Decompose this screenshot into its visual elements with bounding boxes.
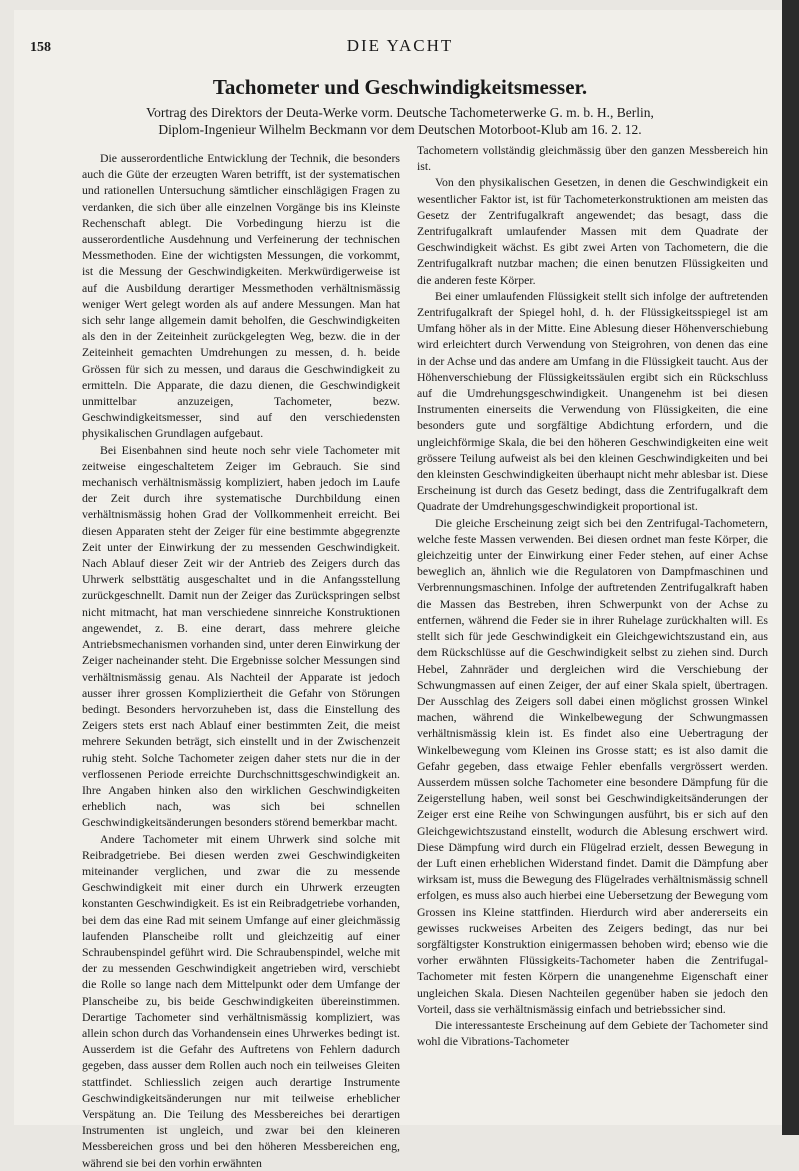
paragraph: Bei einer umlaufenden Flüssigkeit stellt sich infolge der auftretenden Zentrifugalkraft der Spiegel hohl, d. h. der Flüssigkeitsspiegel ist am Umfang höher als in der Mitte. Eine Ablesung dieser Höhenverschiebung wird erleichtert durch Verwendung von Steigrohren, von denen das eine in der Achse und das andere am Umfang in die Flüssigkeit taucht. Aus der Höhenverschiebung der Flüssigkeitssäulen ergibt sich ein Rückschluss auf die Umdrehungsgeschwindigkeit. Unangenehm ist bei diesen Instrumenten einerseits die Verwendung von Flüssigkeiten, die eine besonders gute und sorgfältige Abdichtung erfordern, und die ungleichförmige Skala, die bei den höheren Geschwindigkeiten eine weit grössere Teilung aufweist als bei den kleinen Geschwindigkeiten und bei den kleinsten Geschwindigkeiten überhaupt nicht mehr ablesbar ist. Diese Erscheinung ist durch das Gesetz bedingt, dass die Zentrifugalkraft dem Quadrate der Umdrehungsgeschwindigkeit proportional ist. [417,288,768,514]
article-subtitle [30,104,770,138]
subtitle-line-2: Diplom-Ingenieur Wilhelm Beckmann vor dem Deutschen Motorboot-Klub am 16. 2. 12. [158,122,642,137]
paragraph: Bei Eisenbahnen sind heute noch sehr viele Tachometer mit zeitweise eingeschaltetem Zeiger im Gebrauch. Sie sind mechanisch verhältnismässig kompliziert, haben jedoch im Laufe der Zeit durch ihre systematische Durchbildung einen verhältnismässig hohen Grad der Vollkommenheit erreicht. Bei diesen Apparaten steht der Zeiger für eine bestimmte abgegrenzte Zeit unter der Einwirkung der zu messenden Geschwindigkeit. Nach Ablauf dieser Zeit wir der Antrieb des Zeigers durch das Uhrwerk selbsttätig ausgeschaltet und in die Anfangsstellung zurückgeschnellt. Damit nun der Zeiger das Zurückspringen selbst nicht mitmacht, hat man verschiedene sinnreiche Konstruktionen angewendet, z. B. eine derart, dass mehrere gleiche Antriebsmechanismen vorhanden sind, unter deren Einwirkung der Zeiger nacheinander steht. Die Ergebnisse solcher Messungen sind verhältnismässig genau. Als Nachteil der Apparate ist jedoch ausser ihrer grossen Kompliziertheit die Gefahr von Störungen bedingt. Besonders hervorzuheben ist, dass die Einstellung des Zeigers stets erst nach Ablauf einer bestimmten Zeit, die meist mehrere Sekunden beträgt, sich einstellt und in der Zwischenzeit ruhig steht. Solche Tachometer zeigen daher stets nur die in der verflossenen Periode erreichte Durchschnittsgeschwindigkeit an. Ihre Angaben hinken also den wirklichen Geschwindigkeiten erheblich nach, was sich bei schnellen Geschwindigkeitsänderungen besonders störend bemerkbar macht. [82,442,400,830]
article-title: Tachometer und Geschwindigkeitsmesser. [212,75,588,99]
page-edge-shadow [782,0,799,1135]
running-head: DIE YACHT [346,36,454,55]
subtitle-line-1: Vortrag des Direktors der Deuta-Werke vorm. Deutsche Tachometerwerke G. m. b. H., Berlin, [146,105,654,120]
paragraph: Die ausserordentliche Entwicklung der Technik, die besonders auch die Güte der erzeugten Waren betrifft, ist der systematischen und rationellen Untersuchung sämtlicher einschlägigen Fragen zu verdanken, die sich über alle einzelnen Vorgänge bis ins Kleinste Rechenschaft ablegt. Die Vorbedingung hierzu ist die ausserordentliche Ausdehnung und Verfeinerung der technischen Messmethoden. Eine der wichtigsten Messungen, die vorkommt, ist die Messung der Geschwindigkeiten. Merkwürdigerweise ist auf die Ausbildung derartiger Messmethoden verhältnismässig weniger Wert gelegt worden als auf andere Messungen. Man hat sich sehr lange allgemein damit beholfen, die Geschwindigkeiten als den in der Zeiteinheit zurückgelegten Weg, bezw. die in der Zeiteinheit gemachten Umdrehungen zu messen, d. h. beide Grössen für sich zu messen, und daraus die Geschwindigkeit zu ermitteln. Die Apparate, die dazu dienen, die Geschwindigkeit unmittelbar anzuzeigen, Tachometer, bezw. Geschwindigkeitsmesser, sind auf den verschiedensten physikalischen Grundlagen aufgebaut. [82,151,400,441]
right-column [417,142,768,1110]
paragraph: Von den physikalischen Gesetzen, in denen die Geschwindigkeit ein wesentlicher Faktor ist, ist für Tachometerkonstruktionen am meisten das Gesetz der Zentrifugalkraft angewendet; das besagt, dass die Zentrifugalkraft umlaufender Massen mit dem Quadrate der Geschwindigkeit wächst. Es gibt zwei Arten von Tachometern, die die Zentrifugalkraft nutzbar machen; die einen benutzen Flüssigkeiten und die anderen feste Körper. [417,175,768,287]
paragraph: Andere Tachometer mit einem Uhrwerk sind solche mit Reibradgetriebe. Bei diesen werden zwei Geschwindigkeiten miteinander verglichen, und zwar die zu messende Geschwindigkeit mit einer durch ein Uhrwerk erzeugten konstanten Geschwindigkeit. Es ist ein Reibradgetriebe vorhanden, bei dem das eine Rad mit seinem Umfange auf einer gleichmässig laufenden Planscheibe rollt und gleichzeitig auf einer Schraubenspindel geführt wird. Die Schraubenspindel, welche mit der zu messenden Geschwindigkeit angetrieben wird, verschiebt die Rolle so lange nach dem Mittelpunkt oder dem Umfange der Planscheibe zu, bis beide Geschwindigkeiten übereinstimmen. Derartige Tachometer sind verhältnismässig kompliziert, was allein schon durch das Vorhandensein eines Uhrwerkes bedingt ist. Ausserdem ist die Gefahr des Auftretens von Fehlern dadurch gegeben, dass ausser dem Rollen auch noch ein teilweises Gleiten stattfindet. Schliesslich zeigen auch derartige Instrumente Geschwindigkeitsänderungen nur mit teilweise erheblicher Verspätung an. Die Teilung des Messbereiches bei derartigen Instrumenten ist ungleich, und zwar bei den kleineren Messbereichen gross und bei den höheren Messbereichen eng, während sie bei den vorhin erwähnten [82,831,400,1170]
left-column [82,150,400,1170]
paragraph: Tachometern vollständig gleichmässig über den ganzen Messbereich hin ist. [417,143,768,174]
page-number: 158 [30,40,51,55]
paragraph: Die gleiche Erscheinung zeigt sich bei den Zentrifugal-Tachometern, welche feste Massen verwenden. Bei diesen ordnet man feste Körper, die gleichzeitig unter der Einwirkung einer Feder stehen, auf einer Achse beweglich an, ähnlich wie die Regulatoren von Dampfmaschinen und Verbrennungsmaschinen. Infolge der auftretenden Zentrifugalkraft haben die Massen das Bestreben, ihren Schwerpunkt von der Achse zu entfernen, während die Feder sie in ihrer Ruhelage zurückhalten will. Es stellt sich für jede Geschwindigkeit ein Gleichgewichtszustand ein, aus dem Rückschlüsse auf die Geschwindigkeit selbst zu ziehen sind. Durch Hebel, Zahnräder und dergleichen wird die Verschiebung der Schwungmassen auf einen Zeiger, der auf einer Skala spielt, übertragen. Der Ausschlag des Zeigers soll dabei einen möglichst grossen Winkel machen, während die Winkelbewegung der Schwungmassen verhältnismässig klein ist. Es findet also eine Uebertragung der Winkelbewegung vom Kleinen ins Grosse statt; es ist also damit die Gefahr gegeben, dass etwaige Fehler ebenfalls vergrössert werden. Ausserdem müssen solche Tachometer eine besondere Dämpfung für die Zeigerstellung haben, weil sonst bei Geschwindigkeitsänderungen der Zeiger erst eine Reihe von Schwingungen ausführt, bis er sich auf den Gleichgewichtszustand einstellt, wodurch die Ablesung erschwert wird. Diese Dämpfung wird durch ein Flügelrad erzielt, dessen Bewegung in der Luft einen erheblichen Widerstand findet. Damit die Dämpfung aber wirksam ist, muss die Bewegung des Flügelrades verhältnismässig schnell erfolgen, es muss also auch hierbei eine Uebersetzung der Bewegung vom Grossen ins Kleine stattfinden. Hierdurch wird aber andererseits ein gewisses ruckweises Arbeiten des Zeigers bedingt, das nur bei sorgfältigster Konstruktion einigermassen behoben wird; ebenso wie die vorher erwähnten Flüssigkeits-Tachometer haben die Zentrifugal-Tachometer mit festen Körpern die unangenehme Eigenschaft einer ungleichen Skala. Diesen Nachteilen gegenüber haben sie jedoch den Vorteil, dass sie verhältnismässig einfach und betriebssicher sind. [417,515,768,1016]
paragraph: Die interessanteste Erscheinung auf dem Gebiete der Tachometer sind wohl die Vibrations-Tachometer [417,1017,768,1049]
page-header [30,30,770,60]
